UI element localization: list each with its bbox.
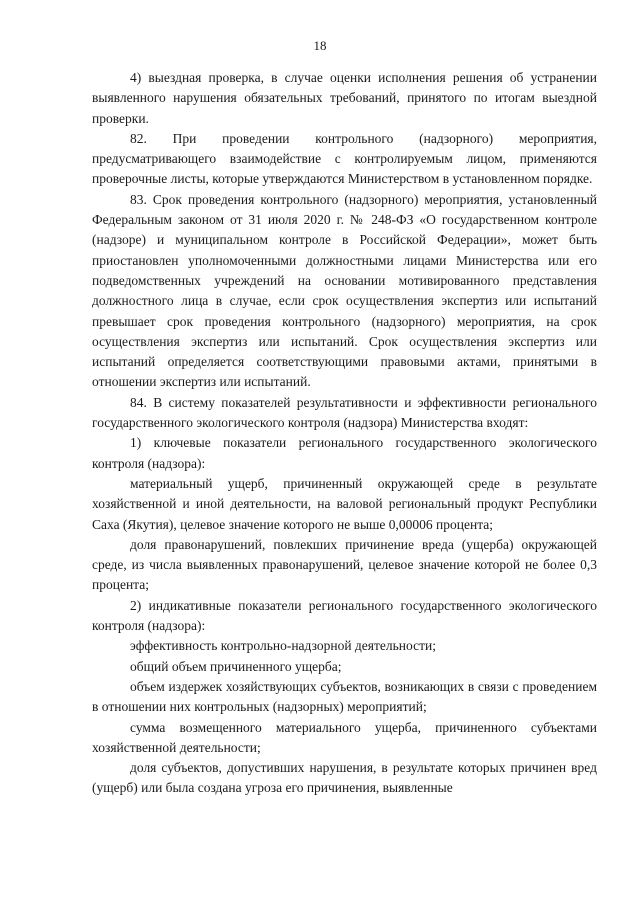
paragraph-material-damage: материальный ущерб, причиненный окружающей среде в результате хозяйственной и иной деятельности, на валовой региональный продукт Республики Саха (Якутия), целевое значение которого не выше 0,00006 процента;	[92, 475, 597, 532]
paragraph-indicative-indicators: 2) индикативные показатели регионального государственного экологического контроля (надзора):	[92, 597, 597, 634]
paragraph-violators-share: доля субъектов, допустивших нарушения, в результате которых причинен вред (ущерб) или была создана угроза его причинения, выявленные	[92, 760, 597, 796]
page-number: 18	[313, 38, 327, 53]
paragraph-compensated-damage: сумма возмещенного материального ущерба, причиненного субъектами хозяйственной деятельности;	[92, 719, 597, 755]
paragraph-83-suspension-term: 83. Срок проведения контрольного (надзорного) мероприятия, установленный Федеральным законом от 31 июля 2020 г. № 248-ФЗ «О государственном контроле (надзоре) и муниципальном контроле в Российской Федерации», может быть приостановлен уполномоченными должностными лицами Министерства или его подведомственных учреждений на основании мотивированного представления должностного лица в случае, если срок осуществления экспертиз или испытаний превышает срок проведения контрольного (надзорного) мероприятия, на срок осуществления экспертиз или испытаний. Срок осуществления экспертиз или испытаний определяется соответствующими правовыми актами, принятыми в отношении экспертиз или испытаний.	[92, 191, 597, 390]
paragraph-key-indicators: 1) ключевые показатели регионального государственного экологического контроля (надзора):	[92, 435, 597, 471]
paragraph-82-checklists: 82. При проведении контрольного (надзорного) мероприятия, предусматривающего взаимодействие с контролируемым лицом, применяются проверочные листы, которые утверждаются Министерством в установленном порядке.	[92, 130, 597, 187]
document-body	[92, 68, 597, 799]
paragraph-total-damage: общий объем причиненного ущерба;	[130, 658, 342, 674]
paragraph-efficiency: эффективность контрольно-надзорной деятельности;	[130, 638, 436, 654]
paragraph-84-indicators-system: 84. В систему показателей результативности и эффективности регионального государственного экологического контроля (надзора) Министерства входят:	[92, 394, 597, 431]
paragraph-costs-volume: объем издержек хозяйствующих субъектов, возникающих в связи с проведением в отношении них контрольных (надзорных) мероприятий;	[92, 678, 597, 715]
paragraph-violations-share: доля правонарушений, повлекших причинение вреда (ущерба) окружающей среде, из числа выявленных правонарушений, целевое значение которой не более 0,3 процента;	[92, 536, 597, 593]
paragraph-item-4-field-inspection: 4) выездная проверка, в случае оценки исполнения решения об устранении выявленного нарушения обязательных требований, принятого по итогам выездной проверки.	[92, 70, 597, 126]
